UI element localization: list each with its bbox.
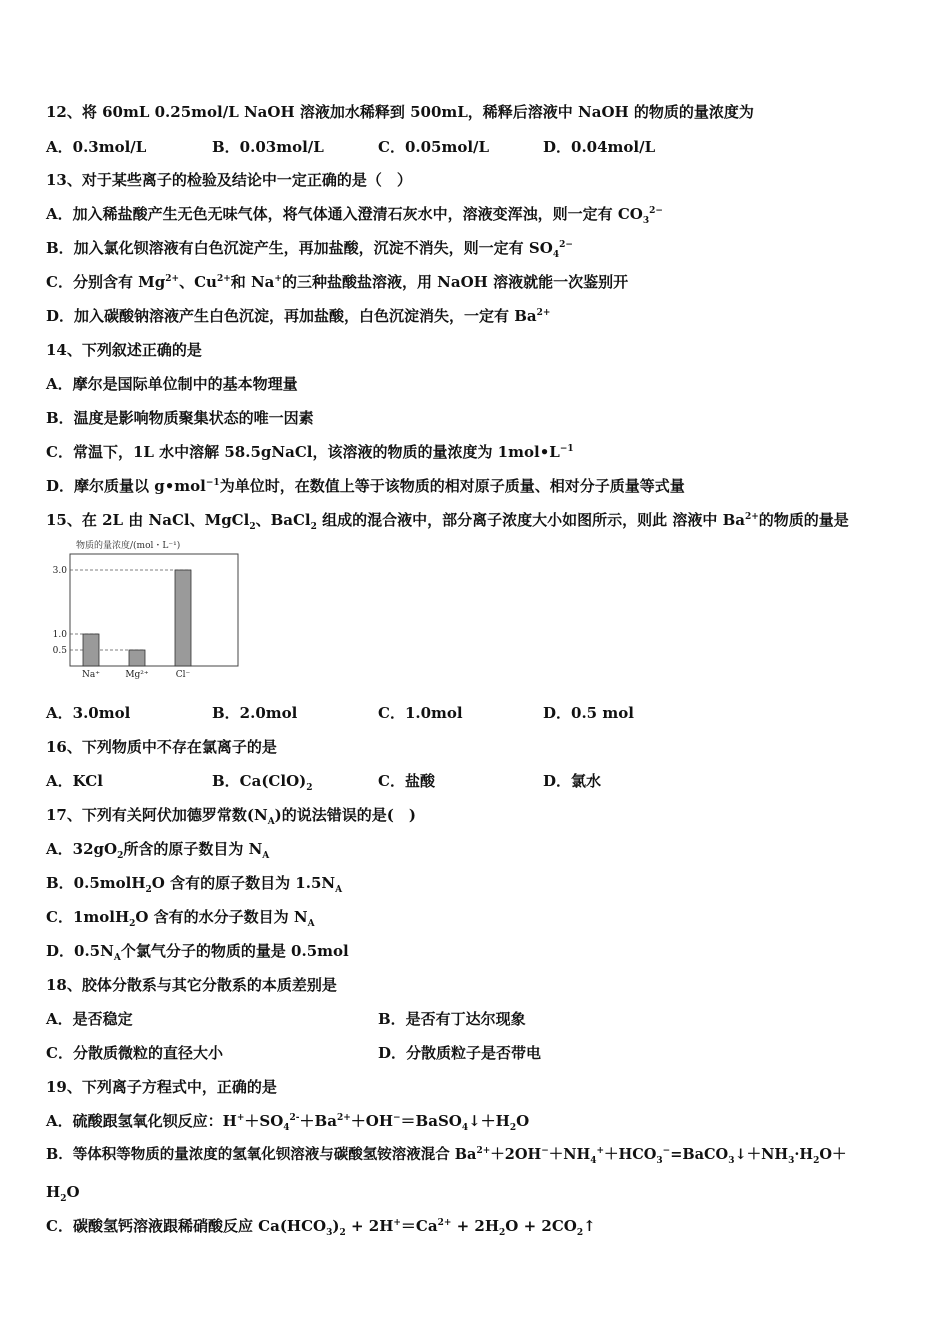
chart-bars: [83, 570, 191, 666]
q18-option-a: A．是否稳定: [46, 1010, 133, 1028]
q13-stem: 13、对于某些离子的检验及结论中一定正确的是（ ）: [46, 171, 412, 189]
q12-option-a: A．0.3mol/L: [46, 138, 147, 156]
q16-option-a: A．KCl: [46, 772, 103, 790]
chart-x-tick-label: Cl⁻: [175, 670, 191, 680]
q12-option-b: B．0.03mol/L: [212, 138, 324, 156]
q16-stem: 16、下列物质中不存在氯离子的是: [46, 738, 277, 756]
q17-stem: 17、下列有关阿伏加德罗常数$(N_A)$的说法错误的是( ): [46, 806, 416, 827]
q15-option-c: C．1.0mol: [378, 704, 463, 722]
q19-option-a: A．硫酸跟氢氧化钡反应：$H^++SO_4^{2-}+Ba^{2+}+OH^-=BaSO_4↓+H_2O$: [46, 1112, 530, 1133]
q13-option-d: D．加入碳酸钠溶液产生白色沉淀，再加盐酸，白色沉淀消失，一定有 $Ba^{2+}$: [46, 307, 551, 325]
chart-bar: [83, 634, 99, 666]
q16-option-b: B．$Ca(ClO)_2$: [212, 772, 313, 793]
q18-option-d: D．分散质粒子是否带电: [378, 1044, 542, 1062]
q16-option-c: C．盐酸: [378, 772, 435, 790]
chart-bar: [175, 570, 191, 666]
chart-x-tick-label: Mg²⁺: [125, 670, 149, 680]
q18-option-b: B．是否有丁达尔现象: [378, 1010, 526, 1028]
q19-option-b-continued: $H_2O$: [46, 1183, 80, 1204]
q16-option-d: D．氯水: [543, 772, 602, 790]
chart-bar: [129, 650, 145, 666]
q17-option-d: D．$0.5N_A$个氯气分子的物质的量是 0.5mol: [46, 942, 349, 963]
q17-option-a: A．$32gO_2$所含的原子数目为 $N_A$: [46, 840, 270, 861]
q17-option-c: C．1molH$_2$O 含有的水分子数目为 $N_A$: [46, 908, 315, 929]
chart-y-ticks: [53, 566, 68, 656]
chart-y-tick-label: 3.0: [52, 566, 67, 576]
q18-option-c: C．分散质微粒的直径大小: [46, 1044, 223, 1062]
q13-option-b: B．加入氯化钡溶液有白色沉淀产生，再加盐酸，沉淀不消失，则一定有 $SO_4^{2-}$: [46, 239, 573, 260]
q15-option-d: D．0.5 mol: [543, 704, 634, 722]
q13-option-a: A．加入稀盐酸产生无色无味气体，将气体通入澄清石灰水中，溶液变浑浊，则一定有 $CO_3^{2-}$: [46, 205, 663, 226]
q12-stem: 12、将 60mL 0.25mol/L NaOH 溶液加水稀释到 500mL，稀释后溶液中 NaOH 的物质的量浓度为: [46, 103, 754, 121]
chart-y-tick-label: 0.5: [52, 646, 67, 656]
chart-y-tick-label: 1.0: [52, 630, 67, 640]
q18-stem: 18、胶体分散系与其它分散系的本质差别是: [46, 976, 337, 994]
chart-x-tick-label: Na⁺: [82, 670, 100, 680]
q17-option-b: B．0.5molH$_2$O 含有的原子数目为 $1.5N_A$: [46, 874, 343, 895]
q14-option-d: D．摩尔质量以 g•mol$^{-1}$为单位时，在数值上等于该物质的相对原子质量、相对分子质量等式量: [46, 477, 685, 495]
q14-option-a: A．摩尔是国际单位制中的基本物理量: [46, 375, 298, 393]
q19-stem: 19、下列离子方程式中，正确的是: [46, 1078, 277, 1096]
q15-stem: 15、在 2L 由 NaCl、MgCl$_2$、BaCl$_2$ 组成的混合液中，部分离子浓度大小如图所示，则此 溶液中 $Ba^{2+}$的物质的量是: [46, 511, 849, 532]
q12-option-d: D．0.04mol/L: [543, 138, 656, 156]
q13-option-c: C．分别含有 $Mg^{2+}$、$Cu^{2+}$和 Na+的三种盐酸盐溶液，用 NaOH 溶液就能一次鉴别开: [46, 273, 629, 291]
q19-option-b: B．等体积等物质的量浓度的氢氧化钡溶液与碳酸氢铵溶液混合 $Ba^{2+}+2OH^-+NH_4^++HCO_3^-=BaCO_3↓+NH_3\cdot H_2O+$: [46, 1146, 847, 1166]
q15-option-b: B．2.0mol: [212, 704, 298, 722]
q14-option-c: C．常温下，1L 水中溶解 58.5gNaCl，该溶液的物质的量浓度为 $1mol•L^{-1}$: [46, 443, 574, 461]
ion-concentration-chart: [44, 536, 244, 686]
q15-option-a: A．3.0mol: [46, 704, 131, 722]
q14-stem: 14、下列叙述正确的是: [46, 341, 202, 359]
q12-option-c: C．0.05mol/L: [378, 138, 490, 156]
q14-option-b: B．温度是影响物质聚集状态的唯一因素: [46, 409, 314, 427]
chart-x-ticks: [82, 670, 191, 680]
q19-option-c: C．碳酸氢钙溶液跟稀硝酸反应 $Ca(HCO_3)_2 + 2H^+=Ca^{2+} + 2H_2O$ + $2CO_2↑$: [46, 1217, 596, 1238]
chart-title: 物质的量浓度/(mol・L⁻¹): [76, 541, 181, 551]
